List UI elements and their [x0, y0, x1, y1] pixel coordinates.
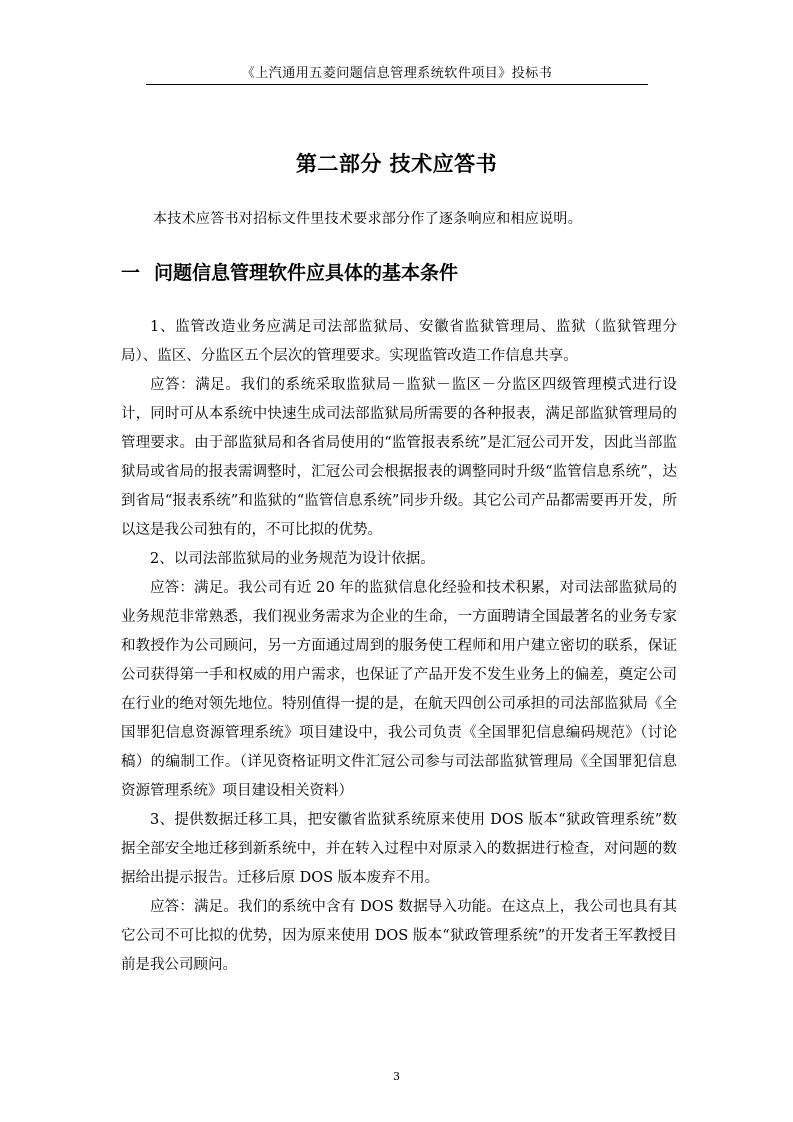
page-header: 《上汽通用五菱问题信息管理系统软件项目》投标书	[241, 66, 553, 81]
paragraph-requirement-3: 3、提供数据迁移工具，把安徽省监狱系统原来使用 DOS 版本“狱政管理系统”数据全部安全地迁移到新系统中，并在转入过程中对原录入的数据进行检查，对问题的数据给出提示报告。迁移后原 DOS 版本废弃不用。	[121, 812, 677, 886]
page-number: 3	[393, 1070, 400, 1083]
part-title: 第二部分 技术应答书	[295, 152, 498, 176]
section-title-text: 问题信息管理软件应具体的基本条件	[154, 262, 459, 284]
paragraph-requirement-1: 1、监管改造业务应满足司法部监狱局、安徽省监狱管理局、监狱（监狱管理分局）、监区、分监区五个层次的管理要求。实现监管改造工作信息共享。	[121, 319, 677, 364]
paragraph-answer-1: 应答：满足。我们的系统采取监狱局－监狱－监区－分监区四级管理模式进行设计，同时可从本系统中快速生成司法部监狱局所需要的各种报表，满足部监狱管理局的管理要求。由于部监狱局和各省局使用的“监管报表系统”是汇冠公司开发，因此当部监狱局或省局的报表需调整时，汇冠公司会根据报表的调整同时升级“监管信息系统”，达到省局“报表系统”和监狱的“监管信息系统”同步升级。其它公司产品都需要再开发，所以这是我公司独有的，不可比拟的优势。	[121, 377, 677, 538]
paragraph-requirement-2: 2、以司法部监狱局的业务规范为设计依据。	[150, 551, 435, 567]
body-text	[121, 313, 677, 980]
header-rule	[146, 84, 648, 85]
paragraph-answer-2: 应答：满足。我公司有近 20 年的监狱信息化经验和技术积累，对司法部监狱局的业务规范非常熟悉，我们视业务需求为企业的生命，一方面聘请全国最著名的业务专家和教授作为公司顾问，另一方面通过周到的服务使工程师和用户建立密切的联系，保证公司获得第一手和权威的用户需求，也保证了产品开发不发生业务上的偏差，奠定公司在行业的绝对领先地位。特别值得一提的是，在航天四创公司承担的司法部监狱局《全国罪犯信息资源管理系统》项目建设中，我公司负责《全国罪犯信息编码规范》（讨论稿）的编制工作。（详见资格证明文件汇冠公司参与司法部监狱管理局《全国罪犯信息资源管理系统》项目建设相关资料）	[121, 580, 677, 799]
intro-text: 本技术应答书对招标文件里技术要求部分作了逐条响应和相应说明。	[153, 211, 582, 227]
section-heading	[121, 258, 458, 285]
paragraph-answer-3: 应答：满足。我们的系统中含有 DOS 数据导入功能。在这点上，我公司也具有其它公司不可比拟的优势，因为原来使用 DOS 版本“狱政管理系统”的开发者王军教授目前是我公司顾问。	[121, 899, 677, 973]
section-number: 一	[121, 262, 141, 284]
